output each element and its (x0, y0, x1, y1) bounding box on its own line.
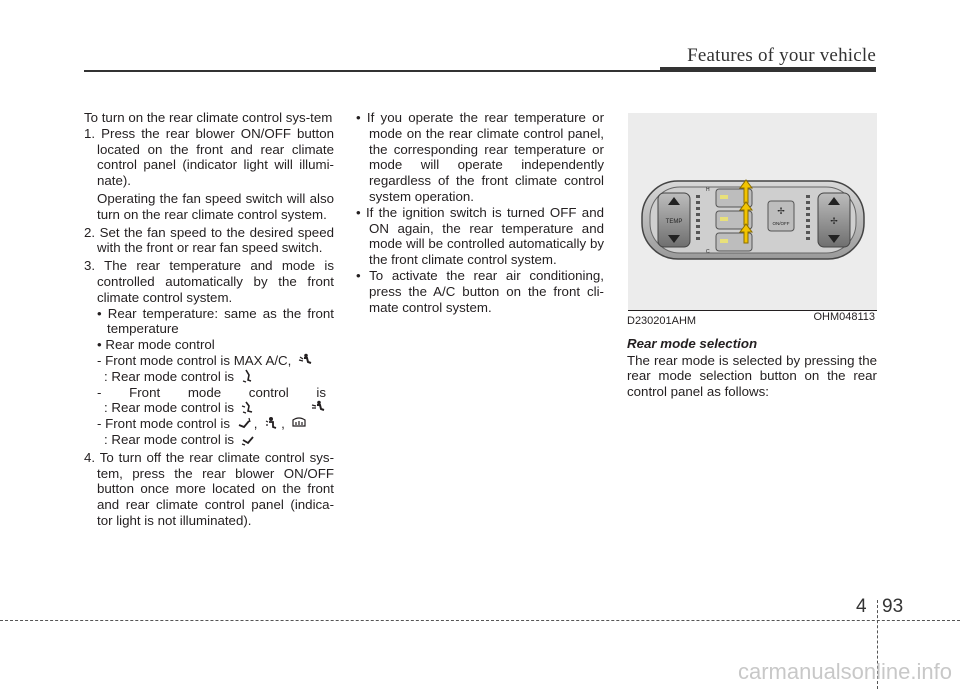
mode-line-3: - Front mode control is , , (84, 416, 334, 432)
section-code: D230201AHM (627, 315, 697, 327)
bullet-rear-temperature: • Rear temperature: same as the front temperature (97, 305, 334, 337)
mode-line-3-text: - Front mode control is (97, 416, 231, 432)
step-1: 1. Press the rear blower ON/OFF button located on the front and rear climate control panel (indicator light will illumi-nate). (84, 125, 334, 189)
bullet-rear-mode: • Rear mode control (97, 337, 215, 353)
cold-label: C (706, 249, 710, 255)
svg-text:✢: ✢ (777, 207, 785, 217)
onoff-label: ON/OFF (772, 221, 790, 226)
defrost-mode-icon (291, 416, 307, 430)
mode-line-3-rear (84, 432, 334, 448)
note-independent-operation: • If you operate the rear temperature or mode on the rear climate control panel, the corresponding rear temperature or mode will operate independently regardless of the front climate control system operation. (356, 110, 604, 204)
step-1-note: Operating the fan speed switch will also turn on the rear climate control system. (97, 190, 334, 222)
mode-line-1-text: - Front mode control is MAX A/C, (97, 352, 292, 368)
bi-level-mode-icon (240, 400, 256, 414)
mode-line-2 (84, 385, 334, 401)
chapter-number: 4 (856, 596, 867, 617)
face-mode-icon (310, 400, 326, 414)
intro-text: To turn on the rear climate control sys-tem (84, 110, 333, 125)
footer-divider (0, 620, 960, 621)
rear-floor-face-mode-icon (240, 432, 256, 446)
column-1 (84, 110, 334, 529)
step-4: 4. To turn off the rear climate control sys-tem, press the rear blower ON/OFF button once more located on the front and rear climate control panel (indica-tor light is not illuminated). (84, 449, 334, 528)
section-heading: Rear mode selection (627, 335, 758, 351)
mode-line-1 (84, 353, 334, 369)
mode-line-2-rear (84, 400, 334, 416)
temp-label: TEMP (665, 219, 683, 225)
mode-line-1-rear (84, 369, 334, 385)
mode-line-2-text: - Front mode control is (97, 384, 327, 400)
floor-face-mode-icon (236, 416, 252, 430)
mode-line-3-rear-text: : Rear mode control is (104, 431, 235, 447)
floor-defrost-mode-icon (263, 416, 279, 430)
column-2 (356, 110, 604, 315)
step-2: 2. Set the fan speed to the desired speed with the front or rear fan speed switch. (84, 224, 334, 256)
mode-line-1-rear-text: : Rear mode control is (104, 368, 235, 384)
mode-line-2-rear-text: : Rear mode control is (104, 400, 235, 416)
figure-code: OHM048113 (813, 311, 875, 323)
note-activate-rear-ac: • To activate the rear air conditioning, press the A/C button on the front cli-mate control system. (356, 267, 604, 315)
step-3: 3. The rear temperature and mode is controlled automatically by the front climate control system. (84, 258, 334, 305)
figure-rule (628, 310, 877, 311)
column-3 (627, 314, 877, 400)
svg-text:✢: ✢ (830, 217, 838, 227)
section-body: The rear mode is selected by pressing the rear mode selection button on the rear control panel as follows: (627, 352, 877, 400)
note-ignition-reset: • If the ignition switch is turned OFF and ON again, the rear temperature and mode will be controlled automatically by the front climate control system. (356, 204, 604, 268)
floor-mode-icon (240, 369, 256, 383)
watermark: carmanualsonline.info (737, 659, 952, 684)
max-ac-mode-icon (297, 353, 313, 367)
page-number: 93 (882, 596, 904, 617)
hot-label: H (706, 187, 710, 193)
header-rule-accent (660, 67, 876, 72)
header-rule (84, 70, 660, 72)
rear-control-panel-illustration (628, 113, 877, 310)
header-title: Features of your vehicle (687, 45, 876, 66)
